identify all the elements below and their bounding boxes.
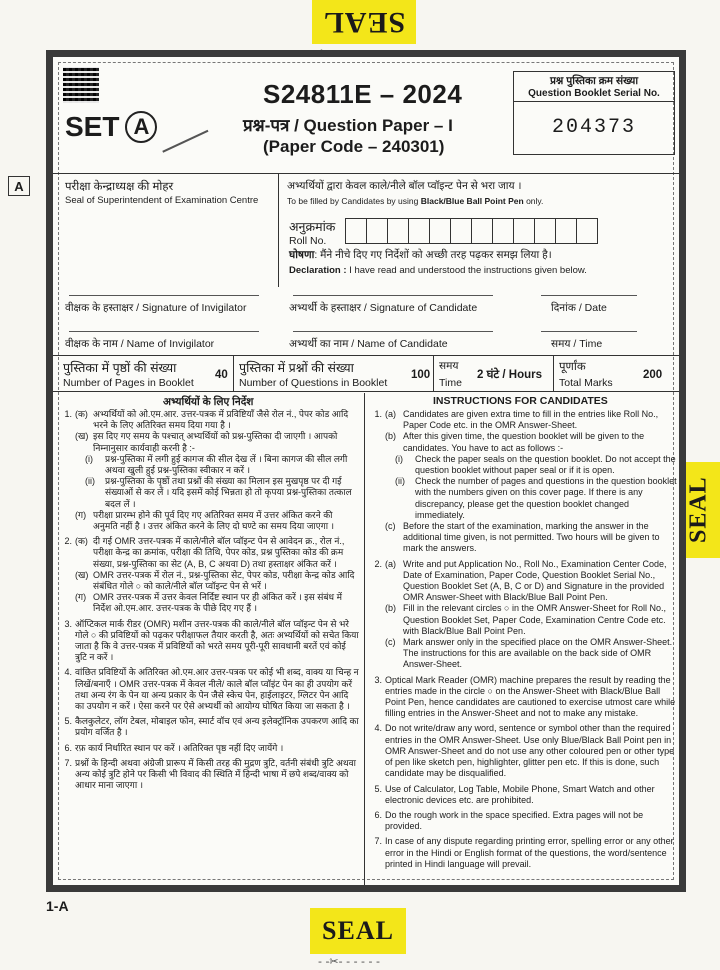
instruction-item	[61, 743, 359, 754]
divider	[53, 355, 679, 356]
invigilator-signature-label: वीक्षक के हस्ताक्षर / Signature of Invigilator	[65, 302, 247, 314]
subitem-text: Do the rough work in the space specified. Extra pages will not be provided.	[385, 809, 644, 832]
exam-code: S24811E – 2024	[263, 79, 463, 109]
subitem-marker: (क)	[75, 409, 88, 419]
marks-value: 200	[643, 369, 663, 381]
set-indicator	[65, 111, 157, 143]
instruction-subitem	[75, 667, 359, 712]
divider	[53, 173, 679, 174]
subitem-text: OMR उत्तर-पत्रक में रोल नं., प्रश्न-पुस्तिका सेट, पेपर कोड, परीक्षा केन्द्र कोड आदि संबंधित गोले ○ को काले/नीले बॉल प्वॉइन्ट पेन से भरें ।	[93, 569, 355, 592]
pages-value: 40	[215, 369, 228, 381]
instruction-subitem	[385, 559, 677, 604]
seal-superintendent-english: Seal of Superintendent of Examination Centre	[65, 195, 259, 206]
seal-sticker-right: SEAL	[678, 462, 720, 558]
subitem-text: प्रश्न-पुस्तिका में लगी हुई कागज की सील देख लें । बिना कागज की सील लगी अथवा खुली हुई प्रश्न-पुस्तिका स्वीकार न करें ।	[105, 453, 348, 476]
instruction-subitem	[75, 454, 359, 476]
instruction-item	[371, 675, 677, 720]
subitem-text: Check the paper seals on the question booklet. Do not accept the question booklet without paper seal or if it is open.	[415, 453, 676, 476]
declaration-english	[289, 265, 587, 276]
instruction-body	[385, 723, 677, 779]
instruction-body	[75, 758, 359, 792]
instructions-title-hindi: अभ्यर्थियों के लिए निर्देश	[163, 396, 254, 408]
instruction-subitem	[385, 603, 677, 637]
candidate-signature-line[interactable]	[293, 295, 493, 296]
instruction-subitem	[75, 536, 359, 570]
instruction-subitem	[75, 716, 359, 738]
instruction-number: 6.	[374, 809, 382, 820]
instruction-item	[371, 559, 677, 671]
roll-digit-box[interactable]	[345, 218, 367, 244]
fill-instruction-english	[287, 196, 543, 206]
instruction-item	[371, 810, 677, 832]
instruction-body	[385, 810, 677, 832]
subitem-marker: (c)	[385, 521, 396, 532]
instruction-subitem	[385, 476, 677, 521]
subitem-text: Before the start of the examination, marking the answer in the additional time given, is not permitted. Two hours will be given to mark the answers.	[403, 521, 660, 554]
roll-digit-box[interactable]	[408, 218, 430, 244]
serial-label-english: Question Booklet Serial No.	[514, 88, 674, 102]
fill-instruction-hindi: अभ्यर्थियों द्वारा केवल काले/नीले बॉल प्वॉइन्ट पेन से भरा जाय ।	[287, 180, 522, 192]
instruction-subitem	[75, 409, 359, 431]
subitem-marker: (a)	[385, 558, 396, 569]
page-number: 1-A	[46, 898, 69, 914]
instruction-number: 7.	[374, 836, 382, 847]
subitem-text: OMR उत्तर-पत्रक में उत्तर केवल निर्दिष्ट स्थान पर ही अंकित करें । इस संबंध में निर्देश ओ.एम.आर. उत्तर-पत्रक के पीछे दिए गए हैं ।	[93, 592, 342, 614]
pages-label-hindi: पुस्तिका में पृष्ठों की संख्या	[63, 361, 177, 375]
instruction-number: 4.	[374, 723, 382, 734]
roll-digit-box[interactable]	[492, 218, 514, 244]
subitem-text: Optical Mark Reader (OMR) machine prepares the result by reading the entries made in the circle ○ on the Answer-Sheet with Black/Blue Ball Point Pen, hence candidates are cautioned to exercise utmost care while filling entries in the Answer-Sheet and not to make any mistake.	[385, 674, 676, 719]
instruction-subitem	[75, 570, 359, 592]
instruction-number: 2.	[374, 558, 382, 569]
candidate-name-label: अभ्यर्थी का नाम / Name of Candidate	[289, 338, 448, 350]
instruction-subitem	[75, 431, 359, 453]
divider	[233, 355, 234, 391]
instruction-number: 5.	[64, 716, 72, 727]
date-label: दिनांक / Date	[551, 302, 607, 314]
subitem-text: परीक्षा प्रारम्भ होने की पूर्व दिए गए अतिरिक्त समय में उत्तर अंकित करने की अनुमति नहीं है । उत्तर अंकित करने के लिए दो घण्टे का समय दिया जाएगा ।	[93, 509, 335, 532]
subitem-marker: (ग)	[75, 509, 87, 520]
instruction-item	[371, 836, 677, 870]
marks-label-english: Total Marks	[559, 377, 613, 389]
declaration-text-english: I have read and understood the instructions given below.	[346, 265, 587, 276]
marks-label-hindi: पूर्णांक	[559, 361, 586, 373]
subitem-marker: (ii)	[395, 476, 405, 487]
time-line[interactable]	[541, 331, 637, 332]
subitem-text: Do not write/draw any word, sentence or symbol other than the required entries in the OMR Answer-Sheet. Use only Blue/Black Ball Point pen in OMR Answer-Sheet and do not use any other coloured pen or other type of pen like sketch pen, highlighter, glitter pen etc. If this is done, such candidate may be disqualified.	[385, 723, 675, 779]
subitem-text: कैलकुलेटर, लॉग टेबल, मोबाइल फोन, स्मार्ट वॉच एवं अन्य इलेक्ट्रॉनिक उपकरण आदि का प्रयोग वर्जित है ।	[75, 716, 359, 738]
roll-label-hindi: अनुक्रमांक	[289, 220, 336, 234]
instruction-subitem	[385, 521, 677, 555]
subitem-marker: (ख)	[75, 431, 89, 442]
time-label-hindi: समय	[439, 360, 459, 372]
instruction-number: 1.	[64, 409, 72, 419]
instruction-subitem	[385, 675, 677, 720]
instruction-body	[75, 619, 359, 664]
column-divider	[364, 393, 365, 885]
roll-digit-box[interactable]	[513, 218, 535, 244]
instruction-body	[75, 667, 359, 712]
subitem-text: ऑप्टिकल मार्क रीडर (OMR) मशीन उत्तर-पत्रक की काले/नीले बॉल प्वॉइन्ट पेन से भरे गोले ○ की प्रविष्टियों को पढ़कर परीक्षाफल तैयार करती है, अतः अभ्यर्थियों को सचेत किया जाता है कि वे उत्तर-पत्रक में प्रविष्टियों को भरते समय पूरी-पूरी सावधानी बरतें एवं कोई त्रुटि न करें ।	[75, 618, 359, 663]
serial-number-box	[513, 71, 675, 155]
instruction-subitem	[75, 510, 359, 532]
roll-digit-box[interactable]	[450, 218, 472, 244]
instruction-body	[385, 836, 677, 870]
subitem-text: After this given time, the question booklet will be given to the candidates. You have to act as follows :-	[403, 431, 645, 453]
serial-label-hindi: प्रश्न पुस्तिका क्रम संख्या	[549, 75, 639, 87]
instructions-english	[371, 409, 677, 874]
pages-label-english: Number of Pages in Booklet	[63, 377, 194, 389]
instruction-body	[385, 784, 677, 806]
subitem-marker: (b)	[385, 431, 396, 442]
subitem-text: In case of any dispute regarding printing error, spelling error or any other error in the Hindi or English format of the questions, the word/sentence printed in Hindi language will prevail.	[385, 836, 674, 869]
roll-digit-box[interactable]	[429, 218, 451, 244]
candidate-name-line[interactable]	[293, 331, 493, 332]
serial-number: 204373	[551, 116, 636, 139]
roll-label-english: Roll No.	[289, 235, 327, 247]
instruction-subitem	[75, 743, 359, 754]
set-label: SET	[65, 111, 120, 142]
roll-digit-box[interactable]	[576, 218, 598, 244]
instruction-item	[371, 784, 677, 806]
subitem-marker: (c)	[385, 637, 396, 648]
instruction-number: 2.	[64, 536, 72, 547]
paper-code: (Paper Code – 240301)	[263, 137, 445, 156]
instruction-item	[61, 619, 359, 664]
subitem-text: Candidates are given extra time to fill in the entries like Roll No., Paper Code etc. in the OMR Answer-Sheet.	[403, 409, 659, 431]
side-set-label: A	[8, 176, 30, 196]
instruction-subitem	[75, 619, 359, 664]
instruction-subitem	[385, 454, 677, 476]
cover-page-frame	[46, 50, 686, 892]
questions-label-english: Number of Questions in Booklet	[239, 377, 388, 389]
subitem-text: Check the number of pages and questions in the question booklet with the numbers given on this cover page. If there is any discrepancy, please get the question booklet changed immediately.	[415, 476, 677, 520]
instruction-subitem	[385, 784, 677, 806]
instructions-hindi	[61, 409, 359, 796]
question-paper-title: प्रश्न-पत्र / Question Paper – I	[243, 116, 453, 135]
fill-instruction-text: To be filled by Candidates by using	[287, 196, 421, 206]
subitem-marker: (b)	[385, 603, 396, 614]
instruction-subitem	[385, 637, 677, 671]
subitem-text: प्रश्नों के हिन्दी अथवा अंग्रेजी प्रारूप में किसी तरह की मुद्रण त्रुटि, वर्तनी संबंधी त्रुटि अथवा अन्य कोई त्रुटि होने पर किसी भी विवाद की स्थिति में हिन्दी भाषा में छपे शब्द/वाक्य को आधार माना जाएगा ।	[75, 757, 356, 791]
subitem-text: Write and put Application No., Roll No., Examination Center Code, Date of Examination, Paper Code, Question Booklet Serial No., Question Booklet Set (A, B, C or D) and Signature in the provided OMR Answer-Sheet with Black/Blue Ball Point Pen.	[403, 558, 667, 603]
subitem-text: Mark answer only in the specified place on the OMR Answer-Sheet. The instructions for this are available on the back side of OMR Answer-Sheet.	[403, 637, 673, 670]
subitem-marker: (a)	[385, 409, 396, 419]
instruction-subitem	[75, 476, 359, 510]
subitem-marker: (ii)	[85, 476, 95, 487]
time-value: 2 घंटे / Hours	[477, 369, 542, 381]
instruction-item	[371, 409, 677, 555]
instruction-number: 4.	[64, 667, 72, 678]
instruction-body	[75, 409, 359, 532]
subitem-marker: (i)	[395, 453, 403, 464]
seal-sticker-top: SEAL	[312, 0, 416, 44]
set-letter: A	[125, 111, 157, 143]
questions-value: 100	[411, 369, 431, 381]
seal-sticker-bottom: SEAL	[310, 908, 406, 954]
instruction-body	[75, 743, 359, 754]
subitem-text: दी गई OMR उत्तर-पत्रक में काले/नीले बॉल प्वॉइन्ट पेन से आवेदन क्र., रोल नं., परीक्षा केन्द्र का क्रमांक, परीक्षा की तिथि, पेपर कोड, प्रश्न पुस्तिका कोड की क्रम संख्या, प्रश्न-पुस्तिका का सेट (A, B, C अथवा D) तथा हस्ताक्षर अंकित करें ।	[93, 536, 345, 569]
invigilator-signature-line[interactable]	[69, 295, 259, 296]
scissor-cut-line-bottom: - -✂- - - - - -	[318, 955, 380, 968]
roll-digit-box[interactable]	[534, 218, 556, 244]
instruction-number: 3.	[64, 618, 72, 629]
instruction-body	[385, 559, 677, 671]
time-label-english: Time	[439, 377, 462, 389]
subitem-text: इस दिए गए समय के पश्चात् अभ्यर्थियों को प्रश्न-पुस्तिका दी जाएगी । आपको निम्नानुसार कार्यवाही करनी है :-	[93, 431, 338, 453]
instruction-item	[61, 667, 359, 712]
declaration-label-english: Declaration :	[289, 265, 347, 276]
subitem-text: वांछित प्रविष्टियों के अतिरिक्त ओ.एम.आर उत्तर-पत्रक पर कोई भी शब्द, वाक्य या चिन्ह न लिखें/बनाएँ । OMR उत्तर-पत्रक में केवल नीले/ काले बॉल प्वॉइंट पेन का ही उपयोग करें तथा अन्य रंग के पेन या अन्य प्रकार के पेन जैसे स्केच पेन, हाईलाइटर, ग्लिटर पेन आदि का उपयोग न करें । ऐसा करने पर ऐसे अभ्यर्थी को आयोग्य घोषित किया जा सकता है ।	[75, 667, 359, 712]
instruction-subitem	[385, 431, 677, 453]
instruction-body	[75, 536, 359, 614]
subitem-marker: (i)	[85, 453, 93, 464]
subitem-marker: (क)	[75, 536, 88, 547]
questions-label-hindi: पुस्तिका में प्रश्नों की संख्या	[239, 361, 354, 375]
time-label: समय / Time	[551, 338, 603, 350]
date-line[interactable]	[541, 295, 637, 296]
instruction-number: 5.	[374, 783, 382, 794]
candidate-signature-label: अभ्यर्थी के हस्ताक्षर / Signature of Candidate	[289, 302, 478, 314]
divider	[553, 355, 554, 391]
instruction-body	[75, 716, 359, 738]
instruction-subitem	[385, 810, 677, 832]
instruction-item	[61, 536, 359, 614]
subitem-text: Fill in the relevant circles ○ in the OMR Answer-Sheet for Roll No., Question Booklet Set, Paper Code, Examination Centre Code etc. with Black/Blue Ball Point Pen.	[403, 603, 667, 636]
instruction-item	[61, 409, 359, 532]
instruction-body	[385, 409, 677, 555]
instruction-subitem	[385, 723, 677, 779]
roll-digit-box[interactable]	[555, 218, 577, 244]
divider	[433, 355, 434, 391]
declaration-text-hindi: : मैंने नीचे दिए गए निर्देशों को अच्छी तरह पढ़कर समझ लिया है।	[314, 249, 552, 261]
subitem-text: रफ़ कार्य निर्धारित स्थान पर करें । अतिरिक्त पृष्ठ नहीं दिए जायेंगे ।	[75, 742, 284, 753]
fill-instruction-end: only.	[523, 196, 544, 206]
instruction-number: 1.	[374, 409, 382, 419]
instruction-body	[385, 675, 677, 720]
invigilator-name-line[interactable]	[69, 331, 259, 332]
declaration-hindi	[289, 248, 552, 262]
instruction-number: 6.	[64, 742, 72, 753]
divider	[53, 391, 679, 392]
seal-superintendent-hindi: परीक्षा केन्द्राध्यक्ष की मोहर	[65, 181, 174, 193]
instruction-subitem	[75, 758, 359, 792]
subitem-text: Use of Calculator, Log Table, Mobile Phone, Smart Watch and other electronic devices etc. are prohibited.	[385, 783, 655, 805]
fill-instruction-bold: Black/Blue Ball Point Pen	[420, 196, 524, 206]
subitem-text: अभ्यर्थियों को ओ.एम.आर. उत्तर-पत्रक में प्रविष्टियाँ जैसे रोल नं., पेपर कोड आदि भरने के लिए अतिरिक्त समय दिया गया है ।	[93, 409, 349, 431]
invigilator-name-label: वीक्षक के नाम / Name of Invigilator	[65, 338, 215, 350]
instruction-item	[61, 716, 359, 738]
instruction-item	[61, 758, 359, 792]
instruction-subitem	[385, 836, 677, 870]
instructions-title-english: INSTRUCTIONS FOR CANDIDATES	[433, 395, 608, 407]
declaration-label-hindi: घोषणा	[289, 249, 315, 261]
instruction-subitem	[75, 592, 359, 614]
roll-digit-box[interactable]	[366, 218, 388, 244]
instruction-number: 7.	[64, 757, 72, 768]
subitem-text: प्रश्न-पुस्तिका के पृष्ठों तथा प्रश्नों की संख्या का मिलान इस मुखपृष्ठ पर दी गई संख्याओं से कर लें । यदि इसमें कोई भिन्नता हो तो कृपया प्रश्न-पुस्तिका तत्काल बदल लें ।	[105, 476, 352, 509]
instruction-subitem	[385, 409, 677, 431]
divider	[278, 173, 279, 287]
subitem-marker: (ग)	[75, 592, 87, 603]
instruction-number: 3.	[374, 674, 382, 685]
qr-code-icon	[63, 67, 99, 103]
roll-number-boxes[interactable]	[346, 218, 598, 244]
subitem-marker: (ख)	[75, 569, 89, 580]
roll-digit-box[interactable]	[471, 218, 493, 244]
instruction-item	[371, 723, 677, 779]
roll-digit-box[interactable]	[387, 218, 409, 244]
